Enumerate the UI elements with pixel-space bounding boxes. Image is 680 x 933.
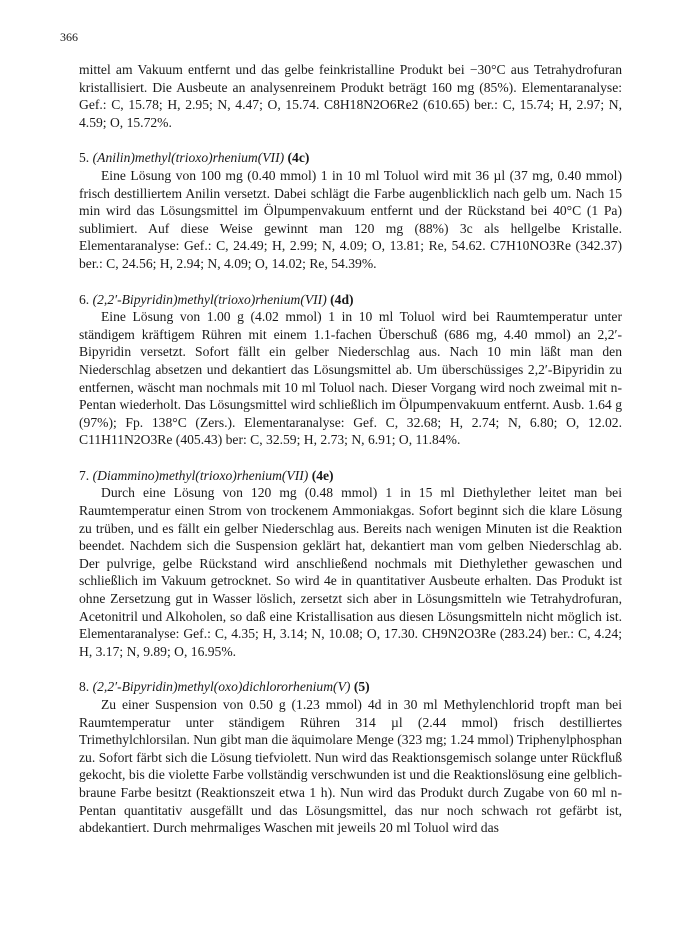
section-title: (Diammino)methyl(trioxo)rhenium(VII): [92, 467, 309, 483]
section-body: Durch eine Lösung von 120 mg (0.48 mmol) 1 in 15 ml Diethylether leitet man bei Raumtemperatur einen Strom von trockenem Ammoniakgas. Sofort beginnt sich die klare Lösung zu trüben, und es fällt ein gelber Niederschlag aus. Bereits nach wenigen Minuten ist die Reaktion beendet. Nachdem sich die Suspension geklärt hat, dekantiert man vom gelben Niederschlag ab. Der pulvrige, gelbe Rückstand wird anschließend nochmals mit Diethylether gewaschen und schließlich im Vakuum getrocknet. So wird 4e in quantitativer Ausbeute erhalten. Das Produkt ist ohne Zersetzung gut in Wasser löslich, zersetzt sich aber in Lösungsmitteln wie Tetrahydrofuran, Acetonitril und Alkoholen, so daß eine Kristallisation aus diesen Lösungsmitteln nicht möglich ist. Elementaranalyse: Gef.: C, 4.35; H, 3.14; N, 10.08; O, 17.30. CH9N2O3Re (283.24) ber.: C, 4.24; H, 3.17; N, 9.89; O, 16.95%.: [79, 485, 622, 659]
section-4e: [79, 467, 622, 661]
section-title: (Anilin)methyl(trioxo)rhenium(VII): [92, 150, 285, 166]
section-heading: [79, 467, 622, 485]
section-number: 5.: [79, 150, 90, 166]
section-number: 8.: [79, 679, 90, 695]
section-body: Zu einer Suspension von 0.50 g (1.23 mmol) 4d in 30 ml Methylenchlorid tropft man bei Raumtemperatur unter ständigem Rühren 314 µl (2.44 mmol) frisch destilliertes Trimethylchlorsilan. Nun gibt man die äquimolare Menge (323 mg; 1.24 mmol) Triphenylphosphan zu. Sofort färbt sich die Lösung tiefviolett. Nun wird das Reaktionsgemisch solange unter Rückfluß gekocht, bis die violette Farbe vollständig verschwunden ist und die Reaktionslösung eine gelblich-braune Farbe besitzt (Reaktionszeit etwa 1 h). Nun wird das Produkt durch Zugabe von 60 ml n-Pentan quantitativ ausgefällt und das Lösungsmittel, das nur noch schwach rot gefärbt ist, abdekantiert. Durch mehrmaliges Waschen mit jeweils 20 ml Toluol wird das: [79, 697, 622, 836]
section-body: Eine Lösung von 100 mg (0.40 mmol) 1 in 10 ml Toluol wird mit 36 µl (37 mg, 0.40 mmol) frisch destilliertem Anilin versetzt. Dabei schlägt die Farbe augenblicklich nach gelb um. Nach 15 min wird das Lösungsmittel im Ölpumpenvakuum entfernt und der Rückstand bei 40°C (1 Pa) sublimiert. Auf diese Weise gewinnt man 120 mg (88%) 3c als hellgelbe Kristalle. Elementaranalyse: Gef.: C, 24.49; H, 2.99; N, 4.09; O, 13.81; Re, 54.62. C7H10NO3Re (342.37) ber.: C, 24.56; H, 2.94; N, 4.09; O, 14.02; Re, 54.39%.: [79, 167, 622, 271]
section-4c: [79, 149, 622, 272]
section-4d: [79, 291, 622, 449]
page-number: 366: [60, 30, 78, 44]
section-title: (2,2′-Bipyridin)methyl(oxo)dichlororhenium(V): [92, 679, 351, 695]
section-number: 7.: [79, 467, 90, 483]
compound-label: (4d): [330, 291, 354, 307]
section-heading: [79, 291, 622, 309]
page-content: [79, 61, 622, 837]
compound-label: (5): [353, 679, 370, 695]
section-heading: [79, 678, 622, 696]
compound-label: (4c): [287, 150, 310, 166]
section-title: (2,2′-Bipyridin)methyl(trioxo)rhenium(VII): [92, 291, 327, 307]
section-heading: [79, 149, 622, 167]
section-body: Eine Lösung von 1.00 g (4.02 mmol) 1 in 10 ml Toluol wird bei Raumtemperatur unter ständigem kräftigem Rühren mit einem 1.1-fachen Überschuß (686 mg, 4.40 mmol) an 2,2′-Bipyridin versetzt. Sofort fällt ein gelber Niederschlag aus. Nach 10 min läßt man den Niederschlag absetzen und dekantiert das Lösungsmittel ab. Um überschüssiges 2,2′-Bipyridin zu entfernen, wäscht man nochmals mit 10 ml Toluol nach. Dieser Vorgang wird noch zweimal mit n-Pentan wiederholt. Das Lösungsmittel wird schließlich im Ölpumpenvakuum entfernt. Ausb. 1.64 g (97%); Fp. 138°C (Zers.). Elementaranalyse: Gef. C, 32.68; H, 2.74; N, 6.80; O, 12.02. C11H11N2O3Re (405.43) ber: C, 32.59; H, 2.73; N, 6.91; O, 11.84%.: [79, 309, 622, 448]
section-5: [79, 678, 622, 836]
intro-paragraph: mittel am Vakuum entfernt und das gelbe feinkristalline Produkt bei −30°C aus Tetrahydrofuran kristallisiert. Die Ausbeute an analysenreinem Produkt beträgt 160 mg (85%). Elementaranalyse: Gef.: C, 15.78; H, 2.95; N, 4.47; O, 15.74. C8H18N2O6Re2 (610.65) ber.: C, 15.74; H, 2.97; N, 4.59; O, 15.72%.: [79, 62, 622, 130]
compound-label: (4e): [311, 467, 334, 483]
section-number: 6.: [79, 291, 90, 307]
